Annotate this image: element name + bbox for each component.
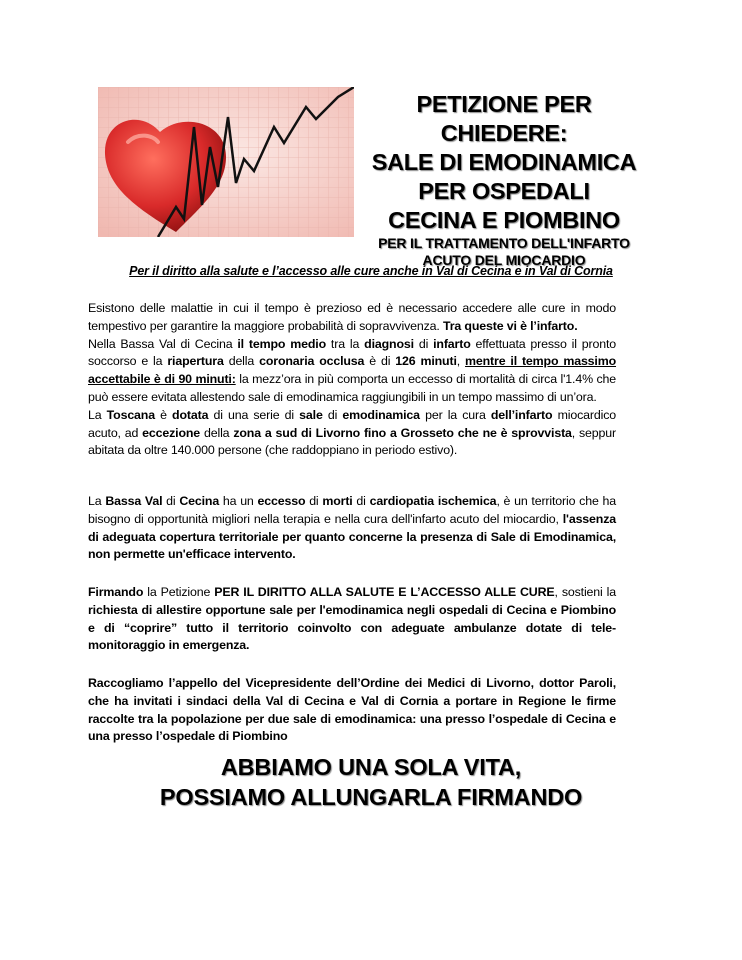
text-span: Nella Bassa Val di Cecina	[88, 336, 238, 351]
text-span: mentre il tempo massimo accettabile è di 90 minuti:	[88, 354, 617, 387]
text-span: il tempo medio	[237, 336, 326, 351]
text-span: 126 minuti	[395, 354, 457, 369]
text-span: l'assenza di adeguata copertura territoriale per quanto concerne la presenza di Sale di Emodinamica, non permette un'efficace intervento.	[88, 511, 616, 562]
text-span: coronaria occlusa	[259, 354, 365, 369]
text-span: è	[154, 407, 173, 422]
paragraph-time-importance	[88, 300, 616, 407]
text-span: richiesta di allestire opportune sale per l'emodinamica negli ospedali di Cecina e Piombino e di “coprire” tutto il territorio coinvolto con adeguate ambulanze dotate di tele-monitoraggio in emergenza.	[88, 602, 616, 653]
text-span: dell’infarto	[490, 407, 553, 422]
text-span: eccezione	[142, 425, 201, 440]
text-span: eccesso	[257, 494, 306, 508]
text-span: Toscana	[106, 407, 155, 422]
body-paragraphs-1-2	[88, 300, 616, 460]
petition-title	[356, 90, 652, 269]
text-span: diagnosi	[364, 336, 414, 351]
text-span: dotata	[172, 407, 209, 422]
subtitle-line: PER IL TRATTAMENTO DELL'INFARTO	[378, 235, 630, 251]
text-span: ha un	[219, 494, 258, 508]
paragraph-firmando	[88, 584, 616, 655]
text-span: di	[352, 494, 370, 508]
paragraph-appello	[88, 675, 616, 746]
text-span: di	[413, 336, 434, 351]
text-span: della	[200, 425, 234, 440]
text-span: Esistono delle malattie in cui il tempo è prezioso ed è necessario accedere alle cure in modo tempestivo per garantire la maggiore probabilità di sopravvivenza.	[88, 301, 616, 333]
cta-line: POSSIAMO ALLUNGARLA FIRMANDO	[159, 784, 583, 810]
text-span: La	[88, 407, 107, 422]
heart-ecg-image	[98, 87, 354, 237]
paragraph-text	[88, 584, 616, 655]
cta-line: ABBIAMO UNA SOLA VITA,	[220, 754, 522, 780]
text-span: per la cura	[419, 407, 491, 422]
title-line: SALE DI EMODINAMICA	[371, 149, 637, 175]
paragraph-toscana	[88, 407, 616, 460]
title-line: PER OSPEDALI	[418, 178, 590, 204]
text-span: zona a sud di Livorno fino a Grosseto che ne è sprovvista	[233, 425, 572, 440]
text-span: infarto	[433, 336, 471, 351]
text-span: di una serie di	[208, 407, 300, 422]
title-line: CECINA E PIOMBINO	[388, 207, 620, 233]
text-span: Bassa Val	[105, 494, 163, 508]
text-span: morti	[322, 494, 353, 508]
text-span: cardiopatia ischemica	[369, 494, 497, 508]
title-line: PETIZIONE PER CHIEDERE:	[416, 91, 592, 146]
text-span: , è un territorio che ha bisogno di opportunità migliori nella terapia e nella cura dell'infarto acuto del miocardio,	[88, 494, 616, 526]
text-span: PER IL DIRITTO ALLA SALUTE E L’ACCESSO ALLE CURE	[214, 585, 555, 599]
text-span: è di	[364, 354, 396, 369]
call-to-action	[60, 752, 682, 812]
text-span: effettuata presso il pronto soccorso e la	[88, 336, 617, 369]
text-span: di	[322, 407, 343, 422]
text-span: tra la	[326, 336, 365, 351]
text-span: sale	[299, 407, 323, 422]
text-span: emodinamica	[342, 407, 420, 422]
text-span: ,	[456, 354, 466, 369]
paragraph-text	[88, 493, 616, 564]
text-span: riapertura	[167, 354, 224, 369]
text-span: , seppur abitata da oltre 140.000 persone (che raddoppiano in periodo estivo).	[88, 425, 616, 458]
paragraph-text: Raccogliamo l’appello del Vicepresidente dell’Ordine dei Medici di Livorno, dottor Paroli, che ha invitati i sindaci della Val di Cecina e Val di Cornia a portare in Regione le firme raccolte tra la popolazione per due sale di emodinamica: una presso l’ospedale di Cecina e una presso l’ospedale di Piombino	[88, 676, 616, 744]
text-span: Firmando	[88, 585, 144, 599]
text-span: La	[88, 494, 106, 508]
text-span: di	[162, 494, 180, 508]
text-span: miocardico acuto, ad	[88, 407, 617, 440]
subtitle-line: ACUTO DEL MIOCARDIO	[422, 252, 586, 268]
text-span: Tra queste vi è l’infarto.	[442, 318, 578, 333]
text-span: della	[223, 354, 260, 369]
text-span: la mezz’ora in più comporta un eccesso di mortalità di circa l'1.4% che può essere evitata allestendo sale di emodinamica raggiungibili in un tempo massimo di un’ora.	[88, 372, 616, 404]
text-span: la Petizione	[143, 585, 215, 599]
heart-ecg-icon	[98, 87, 354, 237]
paragraph-bassa-val-cecina	[88, 493, 616, 564]
text-span: , sostieni la	[554, 585, 616, 599]
text-span: Cecina	[179, 494, 220, 508]
tagline: Per il diritto alla salute e l’accesso alle cure anche in Val di Cecina e in Val di Cornia	[129, 264, 613, 278]
text-span: di	[305, 494, 323, 508]
